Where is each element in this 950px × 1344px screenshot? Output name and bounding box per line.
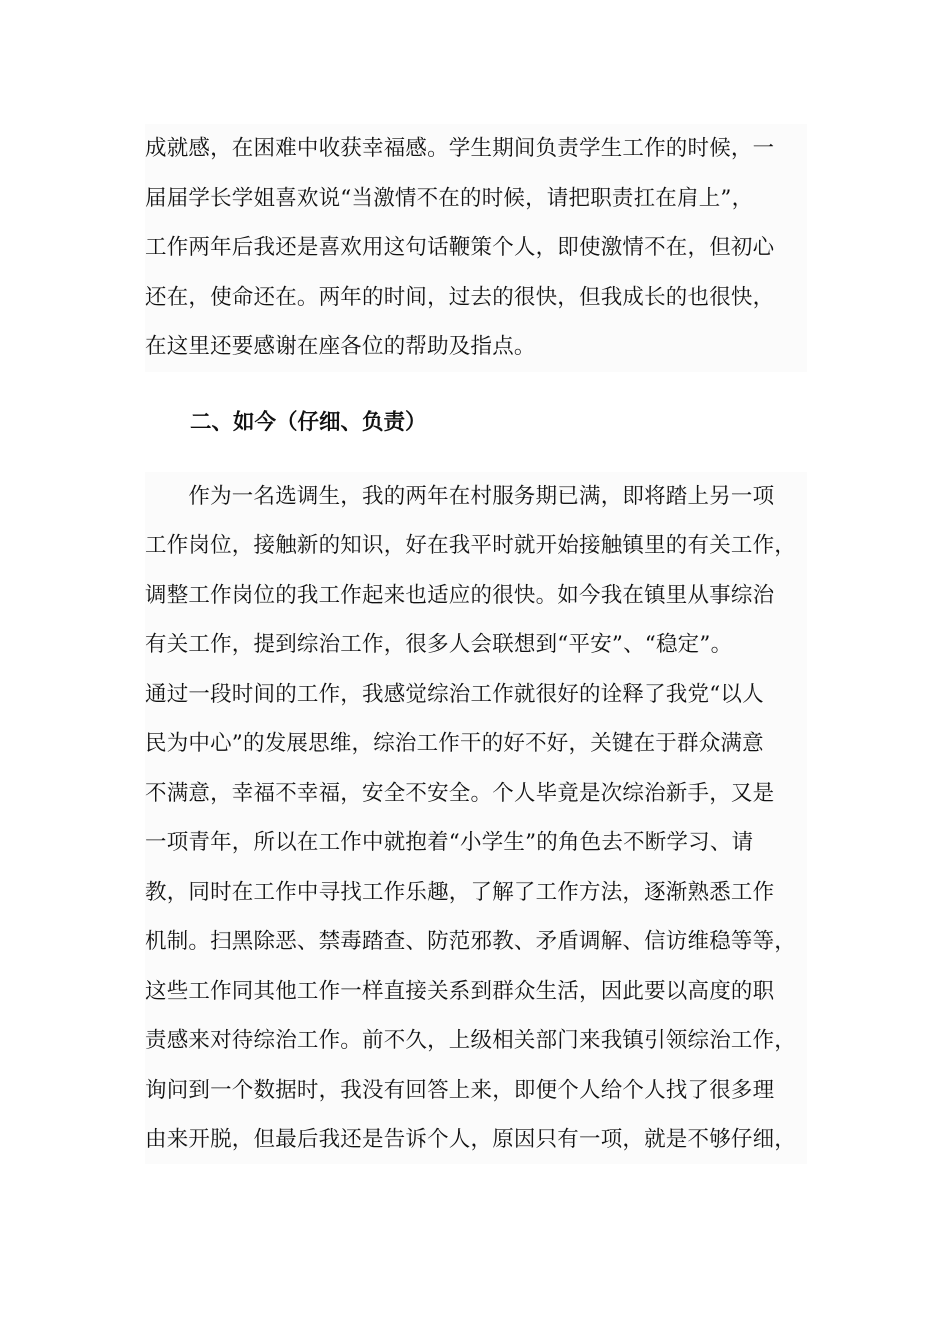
paragraph-2-line: 责感来对待综治工作。前不久，上级相关部门来我镇引领综治工作， bbox=[145, 1028, 797, 1053]
paragraph-1-line: 还在，使命还在。两年的时间，过去的很快，但我成长的也很快， bbox=[145, 285, 775, 310]
paragraph-2-line: 这些工作同其他工作一样直接关系到群众生活，因此要以高度的职 bbox=[145, 979, 775, 1004]
paragraph-2-line: 通过一段时间的工作，我感觉综治工作就很好的诠释了我党“以人 bbox=[145, 682, 764, 707]
paragraph-2 bbox=[145, 472, 807, 1164]
paragraph-2-line: 不满意，幸福不幸福，安全不安全。个人毕竟是次综治新手，又是 bbox=[145, 781, 775, 806]
paragraph-2-line: 教，同时在工作中寻找工作乐趣，了解了工作方法，逐渐熟悉工作 bbox=[145, 880, 775, 905]
paragraph-1-line: 届届学长学姐喜欢说“当激情不在的时候，请把职责扛在肩上”， bbox=[145, 186, 754, 211]
section-heading: 二、如今（仔细、负责） bbox=[190, 410, 427, 435]
paragraph-2-line: 机制。扫黑除恶、禁毒踏查、防范邪教、矛盾调解、信访维稳等等， bbox=[145, 929, 797, 954]
paragraph-2-line: 一项青年，所以在工作中就抱着“小学生”的角色去不断学习、请 bbox=[145, 830, 754, 855]
paragraph-2-line: 有关工作，提到综治工作，很多人会联想到“平安”、“稳定”。 bbox=[145, 632, 733, 657]
paragraph-1 bbox=[145, 124, 807, 372]
paragraph-1-line: 工作两年后我还是喜欢用这句话鞭策个人，即使激情不在，但初心 bbox=[145, 235, 775, 260]
paragraph-2-line: 民为中心”的发展思维，综治工作干的好不好，关键在于群众满意 bbox=[145, 731, 764, 756]
paragraph-2-line: 询问到一个数据时，我没有回答上来，即便个人给个人找了很多理 bbox=[145, 1078, 775, 1103]
paragraph-1-line: 成就感，在困难中收获幸福感。学生期间负责学生工作的时候，一 bbox=[145, 136, 775, 161]
paragraph-2-line: 调整工作岗位的我工作起来也适应的很快。如今我在镇里从事综治 bbox=[145, 583, 775, 608]
paragraph-2-line: 工作岗位，接触新的知识，好在我平时就开始接触镇里的有关工作， bbox=[145, 533, 797, 558]
paragraph-1-line: 在这里还要感谢在座各位的帮助及指点。 bbox=[145, 334, 536, 359]
paragraph-2-line: 由来开脱，但最后我还是告诉个人，原因只有一项，就是不够仔细， bbox=[145, 1127, 797, 1152]
paragraph-2-line: 作为一名选调生，我的两年在村服务期已满，即将踏上另一项 bbox=[145, 484, 775, 509]
